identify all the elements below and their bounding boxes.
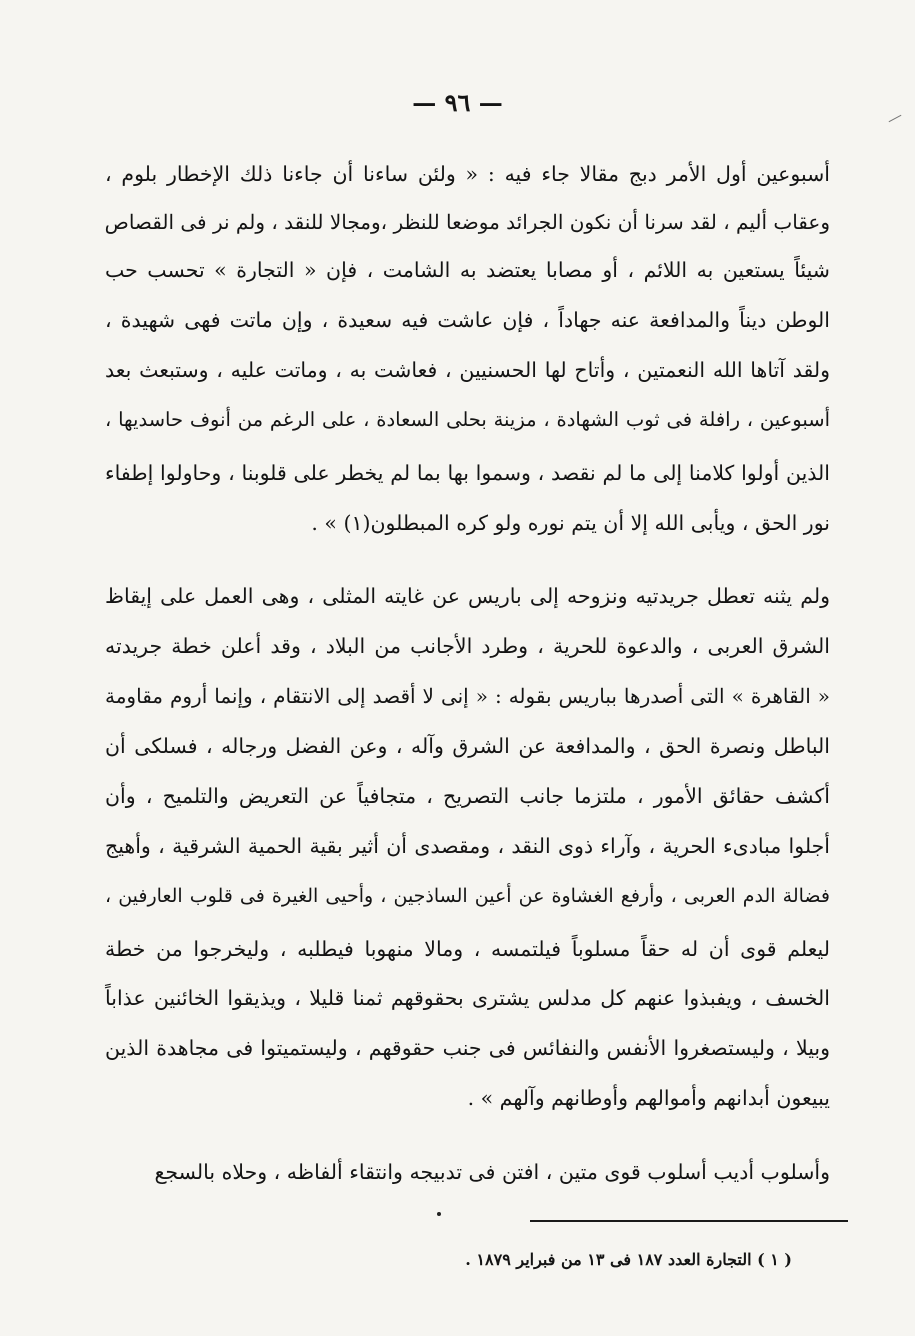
text-line: الخسف ، ويفبذوا عنهم كل مدلس يشترى بحقوقهم ثمنا قليلا ، ويذيقوا الخائنين عذاباً [105, 986, 830, 1010]
text-line: الشرق العربى ، والدعوة للحرية ، وطرد الأجانب من البلاد ، وقد أعلن خطة جريدته [105, 634, 830, 658]
text-line: وعقاب أليم ، لقد سرنا أن نكون الجرائد موضعا للنظر ،ومجالا للنقد ، ولم نر فى القصاص [104, 210, 830, 234]
text-line: أسبوعين ، رافلة فى ثوب الشهادة ، مزينة بحلى السعادة ، على الرغم من أنوف حاسديها ، [105, 408, 830, 431]
footnote: ( ١ ) التجارة العدد ١٨٧ فى ١٣ من فبراير ١٨٧٩ . [465, 1250, 792, 1269]
text-line: أجلوا مبادىء الحرية ، وآراء ذوى النقد ، ومقصدى أن أثير بقية الحمية الشرقية ، وأهيج [105, 834, 830, 858]
footnote-divider [530, 1220, 848, 1222]
text-line: أسبوعين أول الأمر دبج مقالا جاء فيه : « ولئن ساءنا أن جاءنا ذلك الإخطار بلوم ، [105, 162, 830, 186]
text-line: أكشف حقائق الأمور ، ملتزما جانب التصريح ، متجافياً عن التعريض والتلميح ، وأن [105, 784, 830, 808]
text-line: فضالة الدم العربى ، وأرفع الغشاوة عن أعين الساذجين ، وأحيى الغيرة فى قلوب العارفين ، [105, 885, 830, 907]
text-line: نور الحق ، ويأبى الله إلا أن يتم نوره ولو كره المبطلون(١) » . [311, 511, 830, 535]
text-line: الوطن ديناً والمدافعة عنه جهاداً ، فإن عاشت فيه سعيدة ، وإن ماتت فهى شهيدة ، [105, 308, 830, 332]
text-line: « القاهرة » التى أصدرها بباريس بقوله : « إنى لا أقصد إلى الانتقام ، وإنما أروم مقاومة [105, 684, 830, 708]
text-line: الباطل ونصرة الحق ، والمدافعة عن الشرق وآله ، وعن الفضل ورجاله ، فسلكى أن [105, 734, 830, 758]
text-line: وأسلوب أديب أسلوب قوى متين ، افتن فى تدبيجه وانتقاء ألفاظه ، وحلاه بالسجع [154, 1160, 830, 1184]
text-line: ولم يثنه تعطل جريدتيه ونزوحه إلى باريس عن غايته المثلى ، وهى العمل على إيقاظ [105, 584, 830, 608]
text-line: ليعلم قوى أن له حقاً مسلوباً فيلتمسه ، ومالا منهوبا فيطلبه ، وليخرجوا من خطة [105, 937, 830, 961]
page-number: — ٩٦ — [412, 88, 503, 117]
text-line: شيئاً يستعين به اللائم ، أو مصابا يعتضد به الشامت ، فإن « التجارة » تحسب حب [105, 258, 830, 282]
text-line: الذين أولوا كلامنا إلى ما لم نقصد ، وسموا بها بما لم يخطر على قلوبنا ، وحاولوا إطفاء [105, 461, 830, 485]
ink-dot [437, 1212, 441, 1216]
text-line: يبيعون أبدانهم وأموالهم وأوطانهم وآلهم » . [467, 1086, 830, 1110]
text-line: ولقد آتاها الله النعمتين ، وأتاح لها الحسنيين ، فعاشت به ، وماتت عليه ، وستبعث بعد [105, 358, 830, 382]
text-line: وبيلا ، وليستصغروا الأنفس والنفائس فى جنب حقوقهم ، وليستميتوا فى مجاهدة الذين [105, 1036, 830, 1060]
